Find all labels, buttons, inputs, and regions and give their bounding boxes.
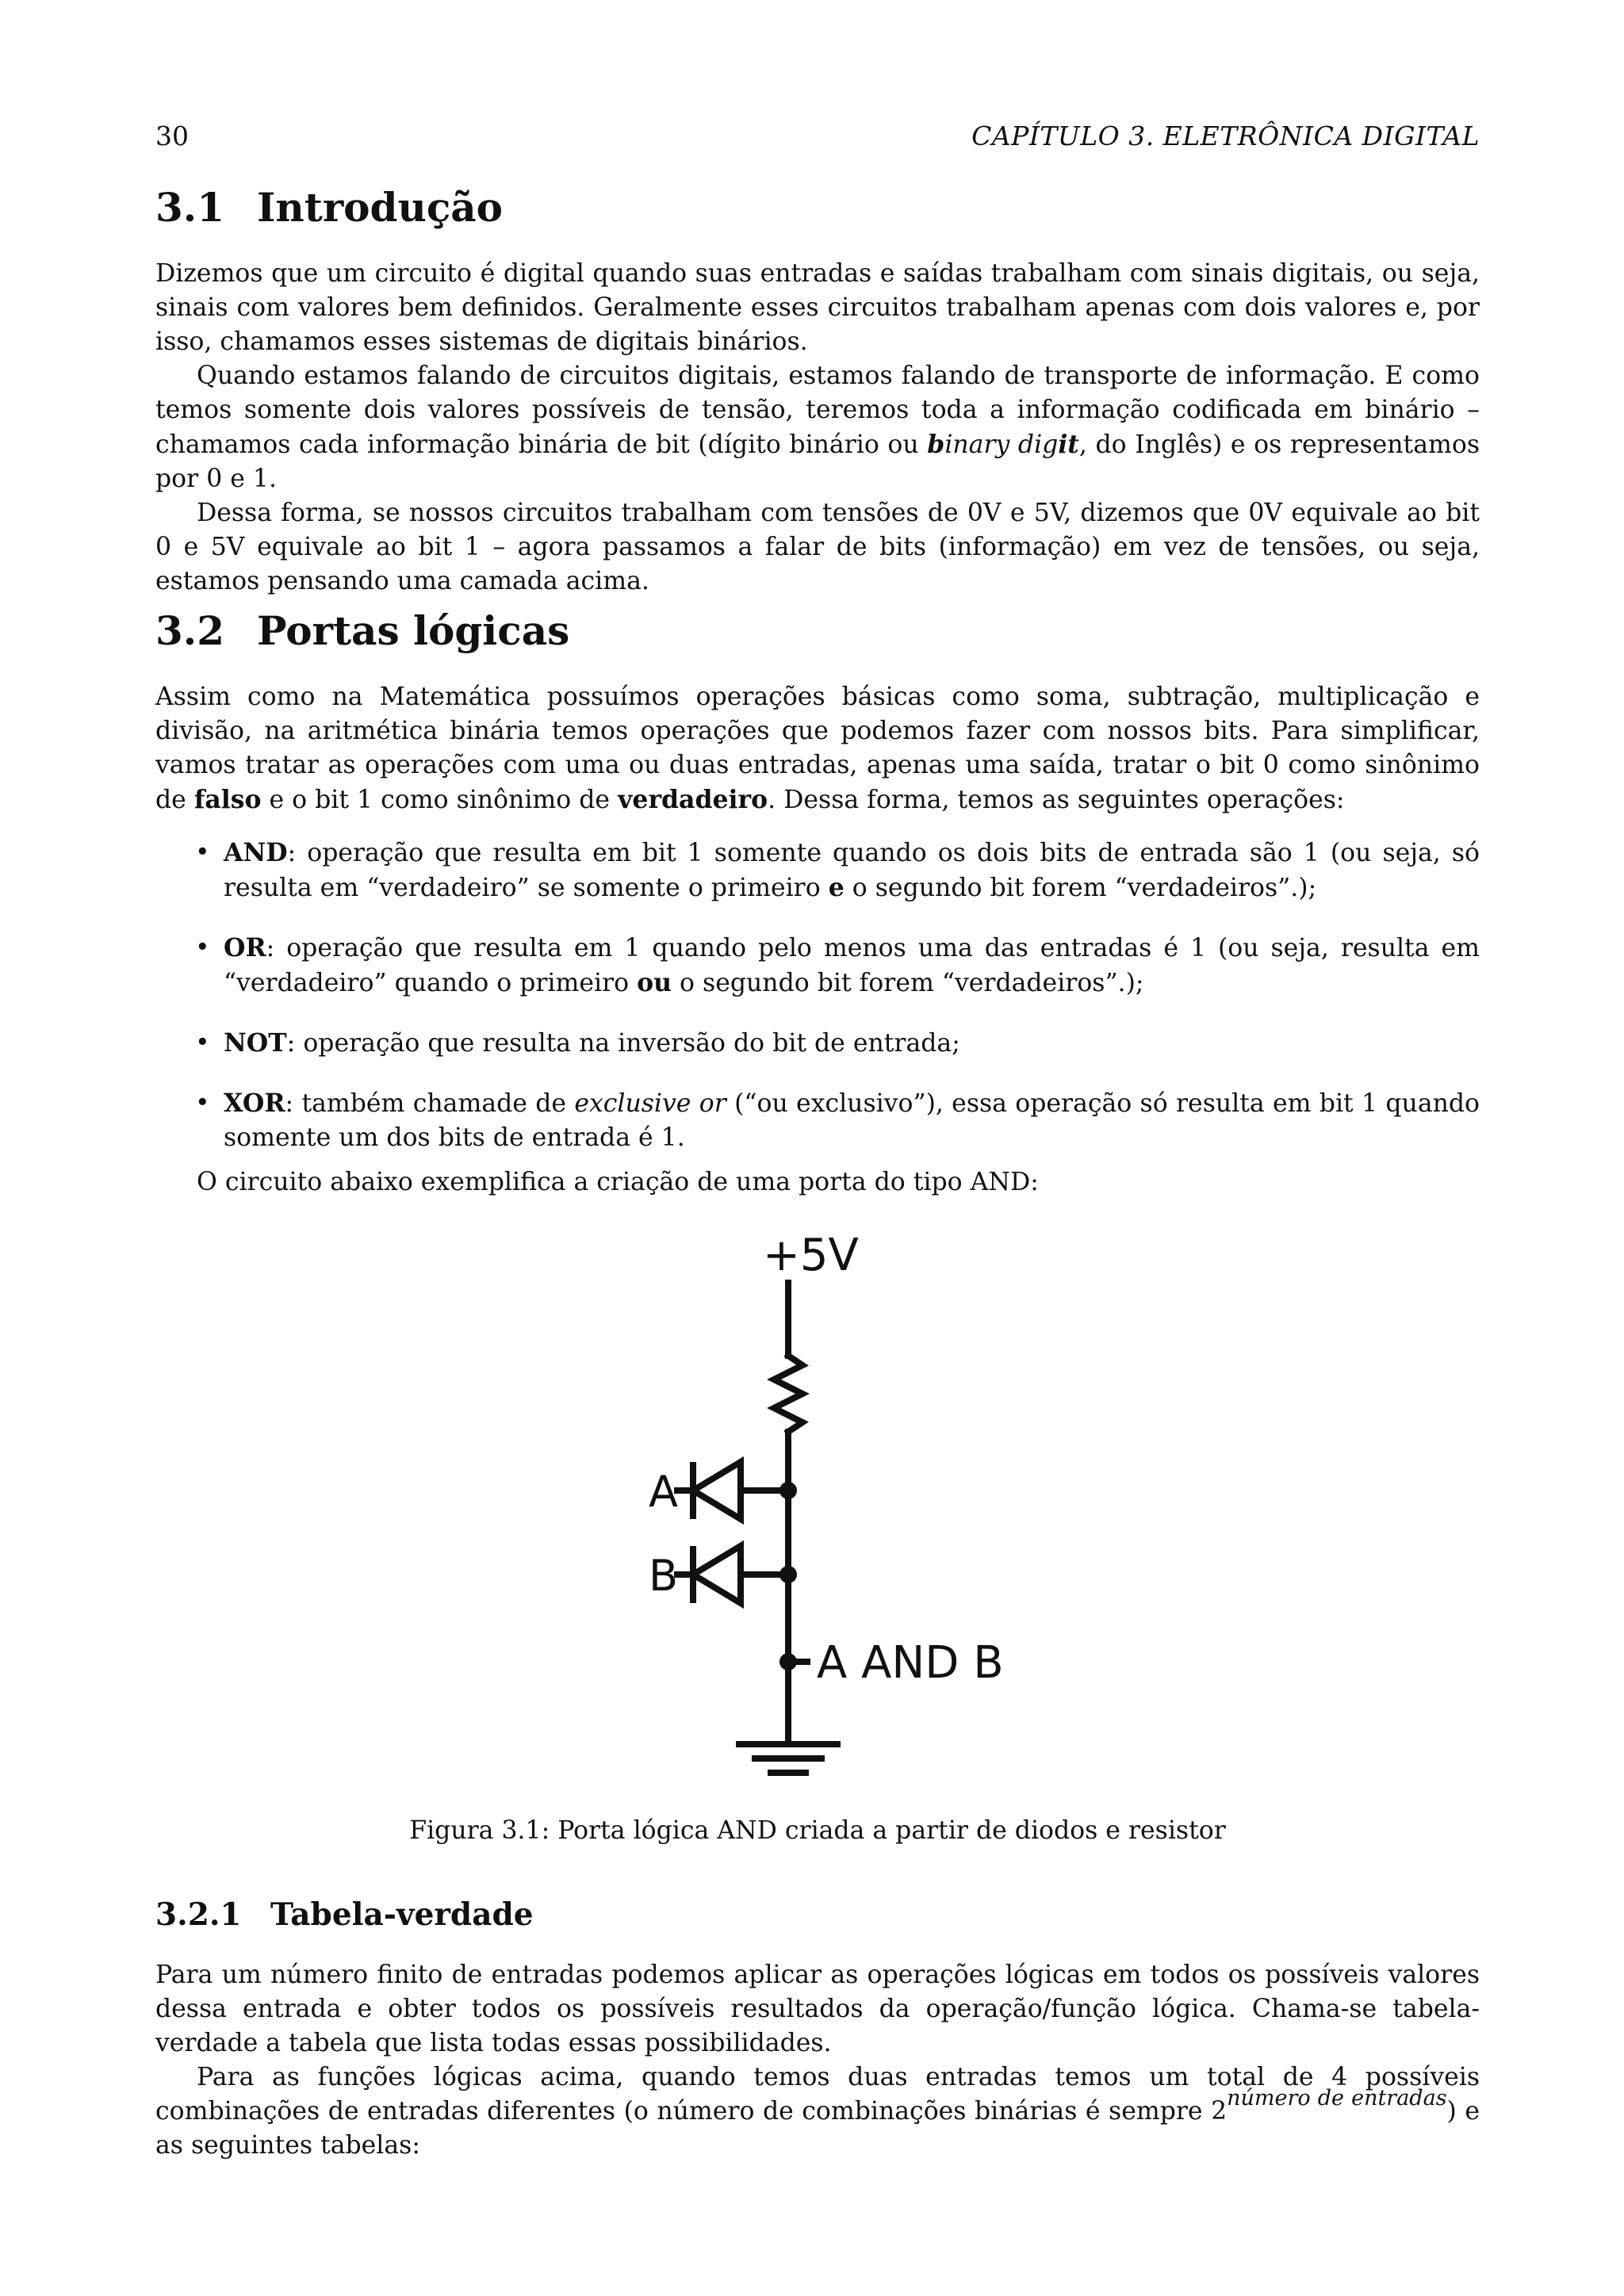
circuit-intro bbox=[155, 1165, 1480, 1200]
emphasis: b bbox=[927, 430, 945, 459]
supply-label: +5V bbox=[763, 1230, 859, 1281]
subsection-title: Tabela-verdade bbox=[270, 1896, 534, 1933]
paragraph: Assim como na Matemática possuímos operações básicas como soma, subtração, multiplicação e divisão, na aritmética binária temos operações que podemos fazer com nossos bits. Para simplificar, vamos tratar as operações com uma ou duas entradas, apenas uma saída, tratar o bit 0 como sinônimo de falso e o bit 1 como sinônimo de verdadeiro. Dessa forma, temos as seguintes operações: bbox=[155, 683, 1480, 814]
introducao-body bbox=[155, 257, 1480, 599]
list-item: • AND: operação que resulta em bit 1 somente quando os dois bits de entrada são 1 (ou seja, só resulta em “verdadeiro” se somente o primeiro e o segundo bit forem “verdadeiros”.); bbox=[155, 836, 1480, 905]
diode-a bbox=[693, 1462, 741, 1519]
and-gate-circuit-diagram bbox=[155, 1229, 1480, 1800]
paragraph: Para as funções lógicas acima, quando temos duas entradas temos um total de 4 possíveis combinações de entradas diferentes (o número de combinações binárias é sempre $2^{número de entradas}$) e as seguintes tabelas: bbox=[155, 2063, 1480, 2160]
paragraph: Dessa forma, se nossos circuitos trabalham com tensões de 0V e 5V, dizemos que 0V equivale ao bit 0 e 5V equivale ao bit 1 – agora passamos a falar de bits (informação) em vez de tensões, ou seja, estamos pensando uma camada acima. bbox=[155, 499, 1480, 595]
list-item: • XOR: também chamade de exclusive or (“ou exclusivo”), essa operação só resulta em bit 1 quando somente um dos bits de entrada é 1. bbox=[155, 1086, 1480, 1155]
paragraph: Dizemos que um circuito é digital quando suas entradas e saídas trabalham com sinais digitais, ou seja, sinais com valores bem definidos. Geralmente esses circuitos trabalham apenas com dois valores e, por isso, chamamos esses sistemas de digitais binários. bbox=[155, 259, 1480, 356]
running-header bbox=[155, 121, 1480, 155]
bullet-icon: • bbox=[195, 1089, 210, 1117]
bullet-icon: • bbox=[195, 1028, 210, 1057]
diode-a-triangle bbox=[693, 1462, 741, 1519]
emphasis: it bbox=[1058, 430, 1079, 459]
input-b-label: B bbox=[649, 1551, 679, 1601]
bullet-icon: • bbox=[195, 933, 210, 962]
term-falso: falso bbox=[193, 785, 262, 814]
paragraph: Quando estamos falando de circuitos digitais, estamos falando de transporte de informação. E como temos somente dois valores possíveis de tensão, teremos toda a informação codificada em binário – chamamos cada informação binária de bit (dígito binário ou binary digit, do Inglês) e os representamos por 0 e 1. bbox=[155, 362, 1480, 493]
page bbox=[155, 0, 1480, 2296]
section-heading-introducao bbox=[155, 184, 503, 231]
diode-b-triangle bbox=[693, 1546, 741, 1603]
section-number: 3.1 bbox=[155, 184, 224, 231]
output-label: A AND B bbox=[817, 1637, 1004, 1689]
section-title: Portas lógicas bbox=[257, 607, 570, 654]
page-number: 30 bbox=[155, 121, 189, 151]
term-verdadeiro: verdadeiro bbox=[618, 785, 768, 814]
bullet-icon: • bbox=[195, 838, 210, 867]
subsection-heading-tabela-verdade bbox=[155, 1896, 534, 1933]
subsection-number: 3.2.1 bbox=[155, 1896, 242, 1933]
diode-b bbox=[693, 1546, 741, 1603]
input-a-label: A bbox=[649, 1467, 678, 1517]
junction-dot-b bbox=[779, 1566, 797, 1583]
section-heading-portas-logicas bbox=[155, 607, 569, 654]
figure-caption: Figura 3.1: Porta lógica AND criada a partir de diodos e resistor bbox=[409, 1816, 1226, 1845]
junction-dot-a bbox=[779, 1482, 797, 1499]
tabela-verdade-body bbox=[155, 1958, 1480, 2163]
section-title: Introdução bbox=[257, 184, 504, 231]
list-item: • NOT: operação que resulta na inversão do bit de entrada; bbox=[155, 1026, 1480, 1061]
resistor bbox=[774, 1356, 802, 1432]
junction-dot-output bbox=[779, 1653, 797, 1670]
portas-intro bbox=[155, 680, 1480, 817]
paragraph: Para um número finito de entradas podemos aplicar as operações lógicas em todos os possíveis valores dessa entrada e obter todos os possíveis resultados da operação/função lógica. Chama-se tabela-verdade a tabela que lista todas essas possibilidades. bbox=[155, 1961, 1480, 2057]
section-number: 3.2 bbox=[155, 607, 224, 654]
paragraph: O circuito abaixo exemplifica a criação de uma porta do tipo AND: bbox=[197, 1168, 1039, 1196]
list-item: • OR: operação que resulta em 1 quando pelo menos uma das entradas é 1 (ou seja, resulta em “verdadeiro” quando o primeiro ou o segundo bit forem “verdadeiros”.); bbox=[155, 931, 1480, 1001]
chapter-title: CAPÍTULO 3. ELETRÔNICA DIGITAL bbox=[971, 121, 1480, 151]
operations-list bbox=[155, 836, 1480, 1181]
exponent: número de entradas bbox=[1227, 2086, 1447, 2110]
